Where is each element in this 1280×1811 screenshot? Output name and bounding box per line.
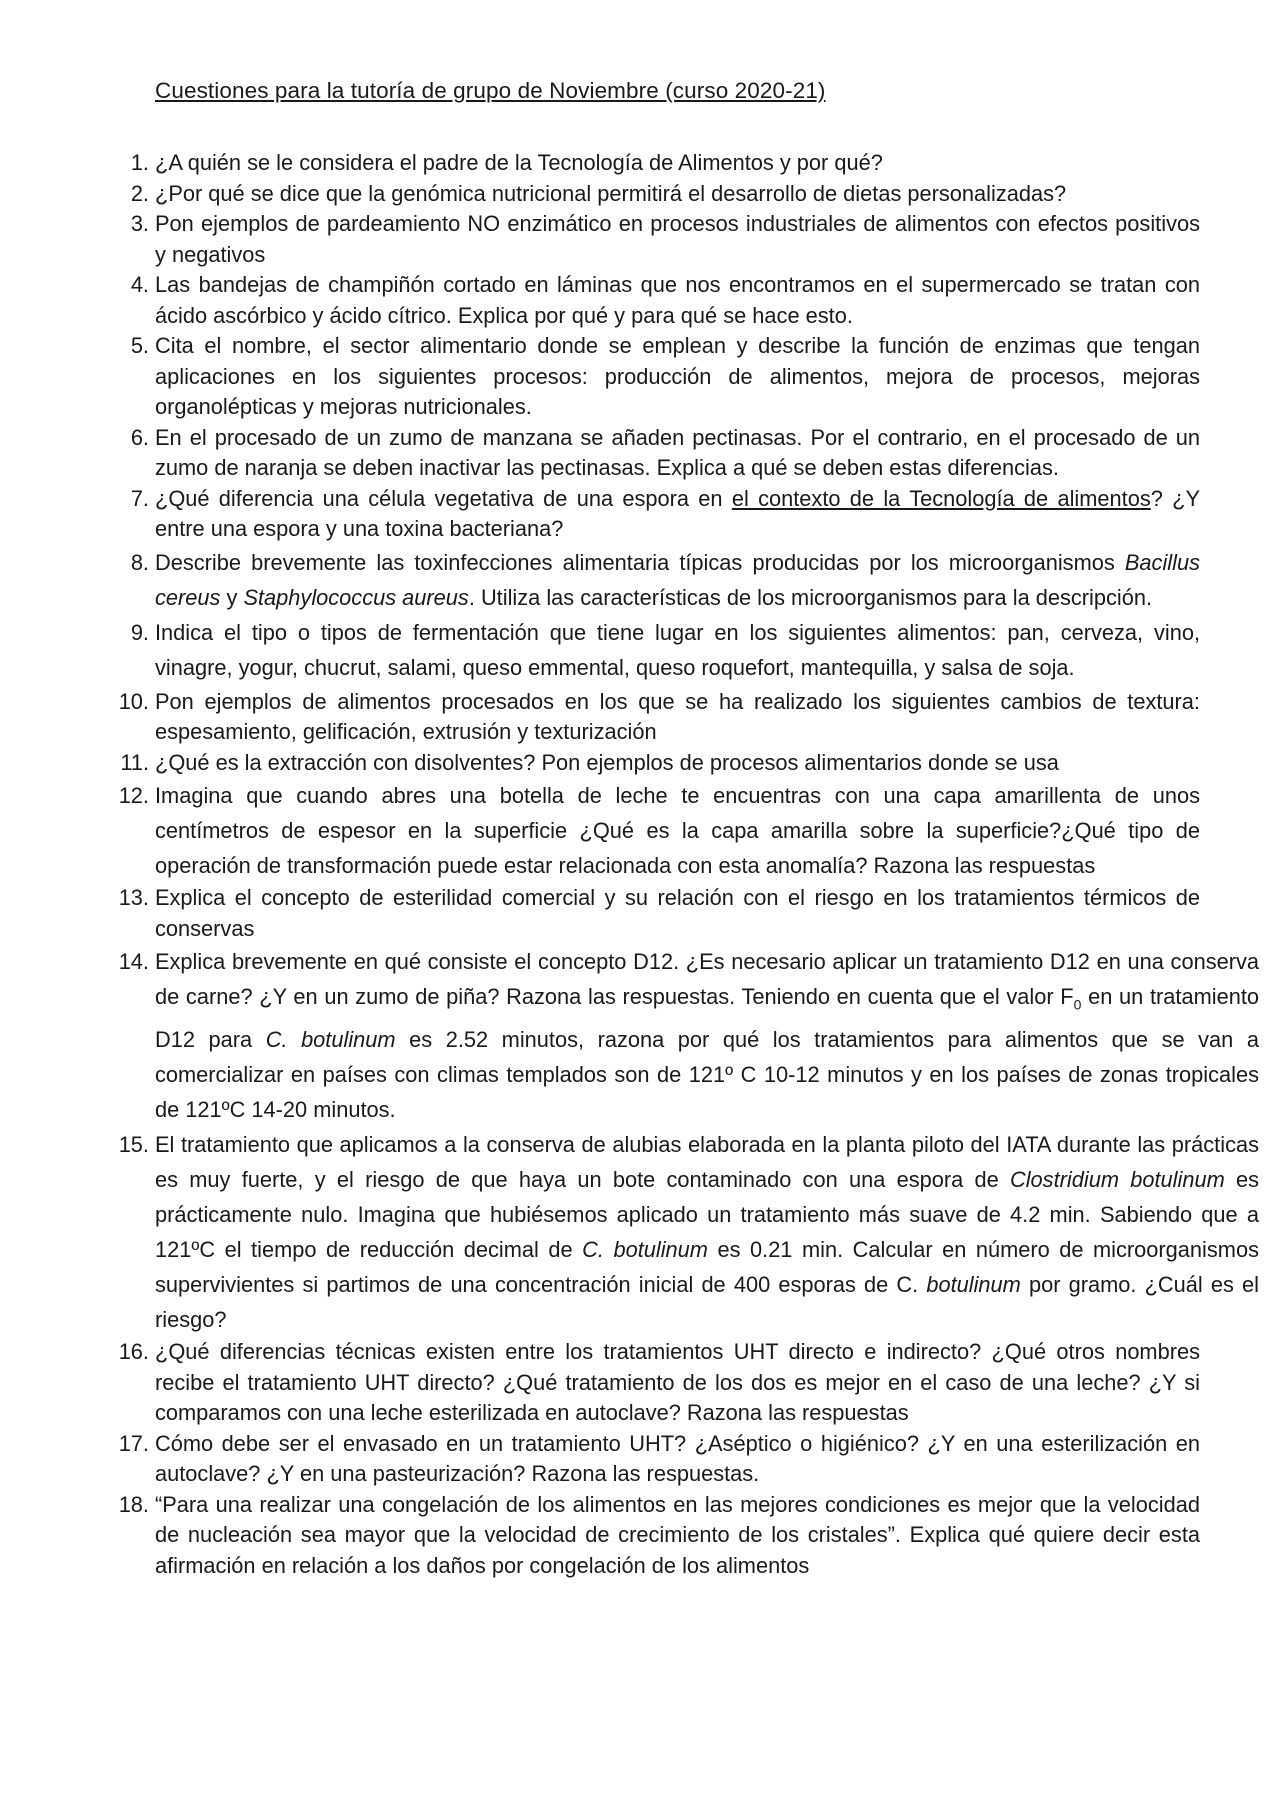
question-text-cont: por gramo. ¿Cuál es el riesgo? xyxy=(155,1272,1259,1333)
question-item-11 xyxy=(120,748,1200,779)
question-item-16 xyxy=(118,1337,1200,1429)
question-number: 12. xyxy=(118,783,149,808)
question-number: 18. xyxy=(118,1491,149,1517)
question-number: 4. xyxy=(130,272,149,297)
question-item-2 xyxy=(130,179,1200,210)
question-number: 8. xyxy=(130,549,149,575)
question-item-10 xyxy=(118,687,1200,748)
question-text: Pon ejemplos de pardeamiento NO enzimático en procesos industriales de alimentos con efectos positivos y negativos xyxy=(155,211,1200,267)
question-text: El tratamiento que aplicamos a la conserva de alubias elaborada en la planta piloto del IATA durante las prácticas es muy fuerte, y el riesgo de que haya un bote contaminado con una espora de xyxy=(155,1132,1259,1193)
question-text: Cita el nombre, el sector alimentario donde se emplean y describe la función de enzimas que tengan aplicaciones en los siguientes procesos: producción de alimentos, mejora de procesos, mejoras organolépticas y mejoras nutricionales. xyxy=(155,333,1200,419)
document-title: Cuestiones para la tutoría de grupo de Noviembre (curso 2020-21) xyxy=(155,78,826,103)
species-name: Bacillus cereus xyxy=(155,549,1200,610)
question-number: 10. xyxy=(118,688,149,714)
question-item-6 xyxy=(130,423,1200,484)
question-number: 9. xyxy=(130,619,149,645)
question-item-1 xyxy=(130,148,1200,179)
question-item-18 xyxy=(118,1490,1200,1582)
question-number: 16. xyxy=(118,1339,149,1365)
species-name: Staphylococcus aureus xyxy=(243,584,469,610)
question-text: Cómo debe ser el envasado en un tratamiento UHT? ¿Aséptico o higiénico? ¿Y en una esterilización en autoclave? ¿Y en una pasteurización? Razona las respuestas. xyxy=(155,1430,1200,1487)
question-text-cont: es prácticamente nulo. Imagina que hubiésemos aplicado un tratamiento más suave de 4.2 min. Sabiendo que a 121ºC el tiempo de reducción decimal de xyxy=(155,1167,1260,1263)
question-text: ¿Qué es la extracción con disolventes? Pon ejemplos de procesos alimentarios donde se usa xyxy=(155,749,1059,775)
question-text: “Para una realizar una congelación de los alimentos en las mejores condiciones es mejor que la velocidad de nucleación sea mayor que la velocidad de crecimiento de los cristales”. Explica qué quiere decir esta afirmación en relación a los daños por congelación de los alimentos xyxy=(155,1491,1200,1578)
question-item-12 xyxy=(118,778,1200,883)
question-text: ¿Por qué se dice que la genómica nutricional permitirá el desarrollo de dietas personalizadas? xyxy=(155,180,1067,206)
question-item-14 xyxy=(118,944,1259,1127)
question-number: 11. xyxy=(120,749,149,775)
question-number: 7. xyxy=(130,485,149,511)
question-text-cont: es 2.52 minutos, razona por qué los tratamientos para alimentos que se van a comercializar en países con climas templados son de 121º C 10-12 minutos y en los países de zonas tropicales de 121ºC 14-20 minutos. xyxy=(155,1027,1259,1123)
question-text: Pon ejemplos de alimentos procesados en los que se ha realizado los siguientes cambios de textura: espesamiento, gelificación, extrusión y texturización xyxy=(155,688,1200,744)
question-text: Explica brevemente en qué consiste el concepto D12. ¿Es necesario aplicar un tratamiento D12 en una conserva de carne? ¿Y en un zumo de piña? Razona las respuestas. Teniendo en cuenta que el valor F xyxy=(155,949,1259,1009)
question-text: Imagina que cuando abres una botella de leche te encuentras con una capa amarillenta de unos centímetros de espesor en la superficie ¿Qué es la capa amarilla sobre la superficie?¿Qué tipo de operación de transformación puede estar relacionada con esta anomalía? Razona las respuestas xyxy=(155,783,1200,878)
question-text: En el procesado de un zumo de manzana se añaden pectinasas. Por el contrario, en el procesado de un zumo de naranja se deben inactivar las pectinasas. Explica a qué se deben estas diferencias. xyxy=(155,424,1200,480)
species-name: C. botulinum xyxy=(265,1027,396,1053)
question-number: 6. xyxy=(130,424,149,450)
question-text: Explica el concepto de esterilidad comercial y su relación con el riesgo en los tratamientos térmicos de conservas xyxy=(155,885,1200,941)
question-text-cont: . Utiliza las características de los microorganismos para la descripción. xyxy=(468,584,1153,610)
question-list xyxy=(118,148,1260,1581)
question-text: Las bandejas de champiñón cortado en láminas que nos encontramos en el supermercado se tratan con ácido ascórbico y ácido cítrico. Explica por qué y para qué se hace esto. xyxy=(155,272,1200,328)
question-item-3 xyxy=(130,209,1200,270)
question-text-cont: es 0.21 min. Calcular en número de microorganismos supervivientes si partimos de una concentración inicial de 400 esporas de C. xyxy=(155,1237,1259,1298)
question-text-cont: en un tratamiento D12 para xyxy=(155,984,1259,1053)
question-item-9 xyxy=(130,615,1200,685)
question-number: 1. xyxy=(130,150,149,175)
question-number: 3. xyxy=(130,211,149,236)
question-text: ¿A quién se le considera el padre de la Tecnología de Alimentos y por qué? xyxy=(155,150,883,175)
subscript: 0 xyxy=(1073,996,1082,1013)
question-number: 5. xyxy=(130,333,149,358)
question-item-13 xyxy=(118,883,1200,944)
question-text: Indica el tipo o tipos de fermentación que tiene lugar en los siguientes alimentos: pan, cerveza, vino, vinagre, yogur, chucrut, salami, queso emmental, queso roquefort, mantequilla, y salsa de soja. xyxy=(155,619,1200,680)
question-number: 17. xyxy=(118,1430,149,1456)
question-number: 13. xyxy=(118,885,149,910)
question-text: ¿Qué diferencia una célula vegetativa de una espora en xyxy=(155,485,732,511)
question-text: Describe brevemente las toxinfecciones alimentaria típicas producidas por los microorganismos xyxy=(155,549,1125,575)
question-item-8 xyxy=(130,545,1200,615)
question-text: ¿Qué diferencias técnicas existen entre los tratamientos UHT directo e indirecto? ¿Qué otros nombres recibe el tratamiento UHT directo? ¿Qué tratamiento de los dos es mejor en el caso de una leche? ¿Y si comparamos con una leche esterilizada en autoclave? Razona las respuestas xyxy=(155,1339,1200,1426)
species-name: botulinum xyxy=(926,1272,1021,1298)
question-item-4 xyxy=(130,270,1200,331)
species-name: Clostridium botulinum xyxy=(1009,1167,1225,1193)
question-number: 15. xyxy=(118,1132,149,1158)
question-text-cont: ? ¿Y entre una espora y una toxina bacteriana? xyxy=(155,485,1201,541)
question-number: 2. xyxy=(130,180,149,206)
question-text-cont: y xyxy=(220,584,244,610)
question-item-7 xyxy=(130,484,1201,545)
question-item-15 xyxy=(118,1127,1260,1337)
question-number: 14. xyxy=(118,949,149,974)
question-item-17 xyxy=(118,1429,1200,1490)
underlined-phrase: el contexto de la Tecnología de alimentos xyxy=(731,485,1151,511)
question-item-5 xyxy=(130,331,1200,423)
species-name: C. botulinum xyxy=(582,1237,708,1263)
